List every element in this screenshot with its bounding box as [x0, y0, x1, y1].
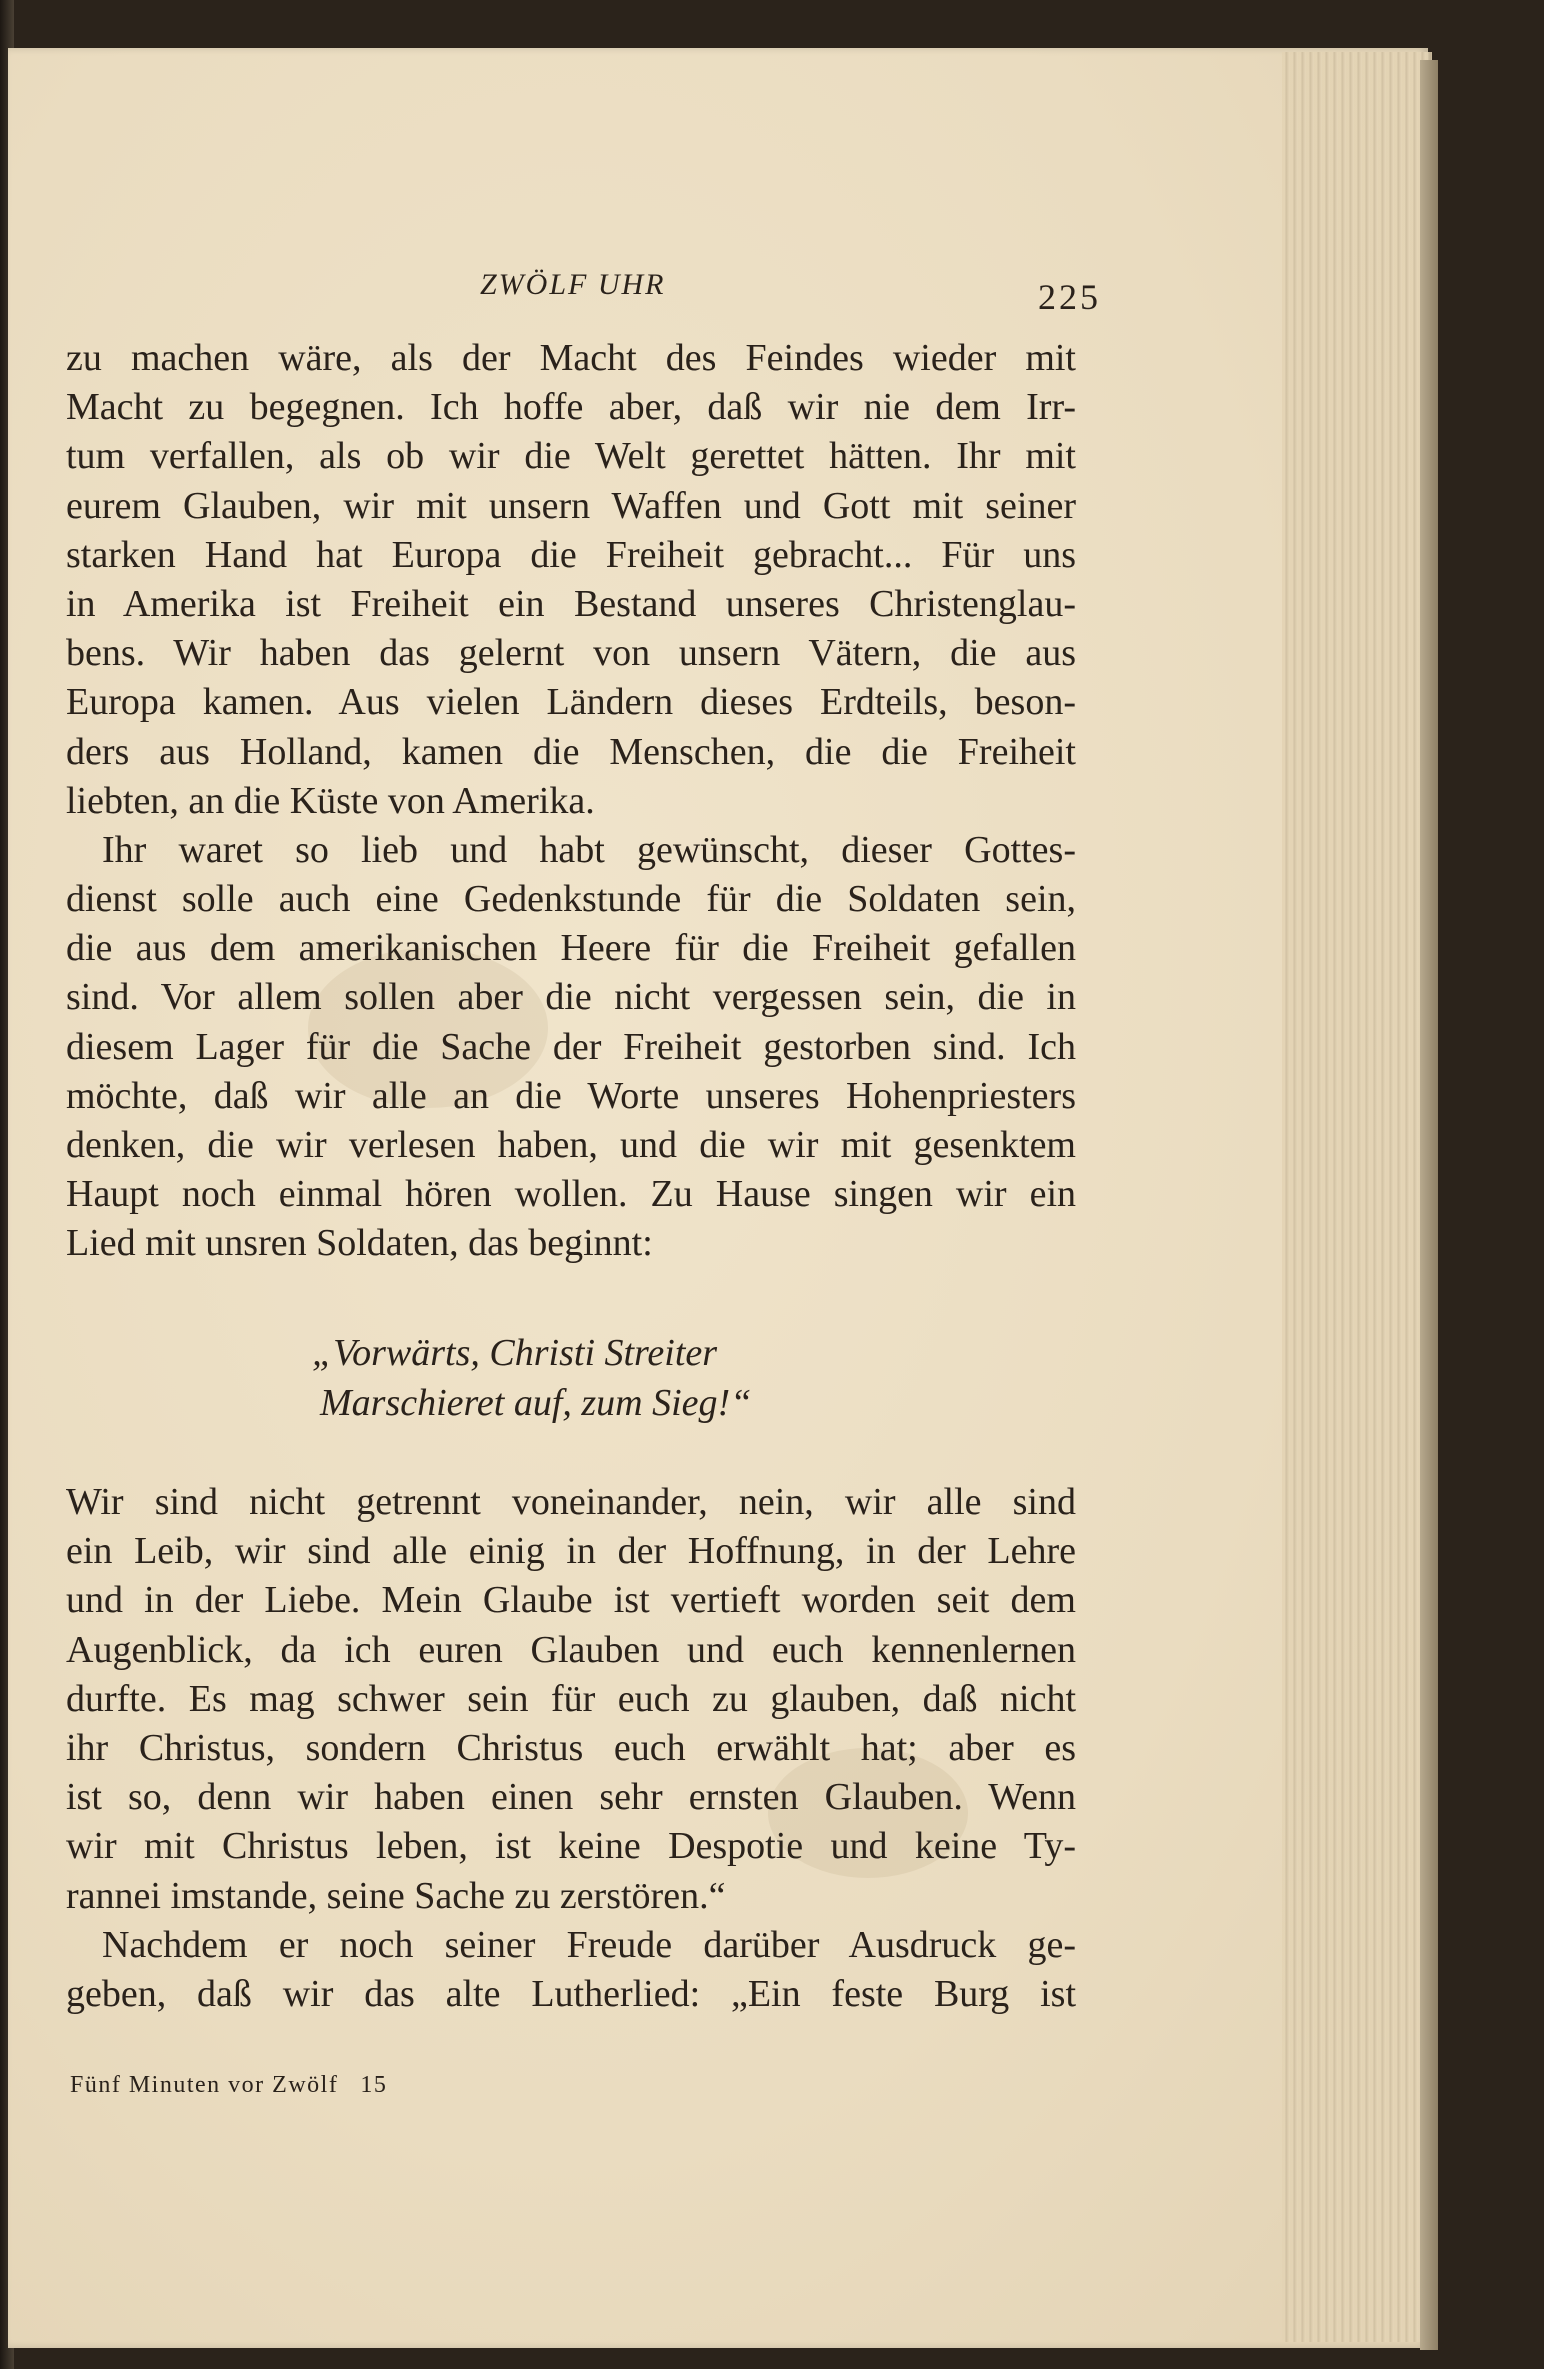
text-line: diesem Lager für die Sache der Freiheit gestorben sind. Ich [66, 1025, 1076, 1068]
book-cover-edge [1420, 60, 1438, 2350]
text-line: und in der Liebe. Mein Glaube ist vertieft worden seit dem [66, 1579, 1076, 1622]
text-line: Nachdem er noch seiner Freude darüber Ausdruck ge- [102, 1923, 1076, 1966]
book-page [8, 48, 1428, 2348]
running-head: ZWÖLF UHR [480, 268, 666, 301]
text-line: ist so, denn wir haben einen sehr ernsten Glauben. Wenn [66, 1776, 1076, 1819]
text-line: starken Hand hat Europa die Freiheit gebracht... Für uns [66, 533, 1076, 576]
verse-line: Marschieret auf, zum Sieg!“ [320, 1382, 752, 1424]
body-text-top [66, 334, 1076, 1269]
text-line: zu machen wäre, als der Macht des Feindes wieder mit [66, 337, 1076, 379]
text-line: die aus dem amerikanischen Heere für die Freiheit gefallen [66, 927, 1076, 970]
text-line: Augenblick, da ich euren Glauben und euch kennenlernen [66, 1628, 1076, 1671]
text-line: Ihr waret so lieb und habt gewünscht, dieser Gottes- [102, 828, 1076, 871]
page-number: 225 [1038, 277, 1101, 317]
text-line: möchte, daß wir alle an die Worte unseres Hohenpriesters [66, 1074, 1076, 1117]
signature-mark: 15 [360, 2072, 388, 2098]
text-line: ein Leib, wir sind alle einig in der Hoffnung, in der Lehre [66, 1530, 1076, 1573]
printer-signature-line [70, 2072, 387, 2099]
hymn-quote [312, 1328, 751, 1428]
text-line: denken, die wir verlesen haben, und die wir mit gesenktem [66, 1124, 1076, 1166]
text-line: Europa kamen. Aus vielen Ländern dieses Erdteils, beson- [66, 681, 1076, 724]
footer-title: Fünf Minuten vor Zwölf [70, 2072, 339, 2098]
body-text-bottom [66, 1478, 1076, 2019]
text-line: wir mit Christus leben, ist keine Despotie und keine Ty- [66, 1825, 1076, 1868]
text-line: eurem Glauben, wir mit unsern Waffen und Gott mit seiner [66, 484, 1076, 527]
text-line: geben, daß wir das alte Lutherlied: „Ein feste Burg ist [66, 1972, 1076, 2015]
text-line: tum verfallen, als ob wir die Welt gerettet hätten. Ihr mit [66, 435, 1076, 478]
text-line: dienst solle auch eine Gedenkstunde für die Soldaten sein, [66, 878, 1076, 921]
text-line: Haupt noch einmal hören wollen. Zu Hause singen wir ein [66, 1173, 1076, 1216]
text-line: ihr Christus, sondern Christus euch erwählt hat; aber es [66, 1726, 1076, 1769]
text-line: sind. Vor allem sollen aber die nicht vergessen sein, die in [66, 976, 1076, 1019]
verse-line: „Vorwärts, Christi Streiter [312, 1332, 718, 1374]
text-line: ders aus Holland, kamen die Menschen, die die Freiheit [66, 730, 1076, 773]
page-stack-edge [1282, 52, 1432, 2342]
text-line: liebten, an die Küste von Amerika. [66, 779, 595, 822]
text-line: Macht zu begegnen. Ich hoffe aber, daß wir nie dem Irr- [66, 386, 1076, 429]
text-line: Lied mit unsren Soldaten, das beginnt: [66, 1222, 653, 1265]
text-line: bens. Wir haben das gelernt von unsern Vätern, die aus [66, 632, 1076, 675]
text-line: durfte. Es mag schwer sein für euch zu glauben, daß nicht [66, 1677, 1076, 1720]
text-line: Wir sind nicht getrennt voneinander, nein, wir alle sind [66, 1481, 1076, 1523]
text-line: rannei imstande, seine Sache zu zerstören.“ [66, 1874, 726, 1917]
text-line: in Amerika ist Freiheit ein Bestand unseres Christenglau- [66, 582, 1076, 625]
